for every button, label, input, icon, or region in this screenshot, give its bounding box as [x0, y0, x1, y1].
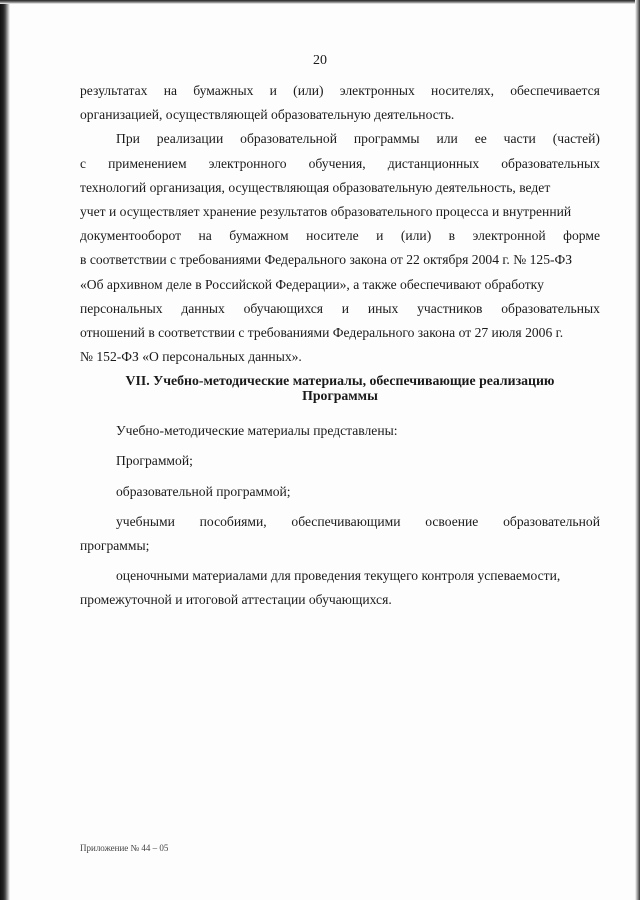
- word: или: [436, 131, 458, 147]
- section-heading-line2: Программы: [302, 388, 378, 404]
- word: и: [269, 83, 277, 98]
- para2-line8: [80, 297, 600, 321]
- word: бумажном: [229, 228, 289, 244]
- word: образовательных: [501, 155, 600, 171]
- word: (частей): [552, 131, 600, 147]
- word: реализации: [156, 131, 224, 147]
- scan-edge-top: [0, 0, 640, 4]
- word: При: [116, 131, 140, 147]
- word: (или): [400, 228, 432, 244]
- para2-line5: [80, 224, 600, 248]
- word: обеспечивающими: [291, 513, 401, 529]
- word: дистанционных: [387, 155, 480, 171]
- word: форме: [563, 228, 600, 244]
- word: обеспечивается: [510, 83, 600, 98]
- word: образовательной: [240, 131, 337, 147]
- para2-line9: отношений в соответствии с требованиями Федерального закона от 27 июля 2006 г.: [80, 324, 564, 340]
- para1-line2: организацией, осуществляющей образовательную деятельность.: [80, 107, 455, 123]
- word: части: [503, 131, 536, 147]
- para2-line1: [80, 127, 600, 151]
- section-heading: [80, 373, 600, 403]
- word: электронных: [339, 83, 415, 98]
- word: результатах: [80, 83, 148, 98]
- para2-line6: в соответствии с требованиями Федерального закона от 22 октября 2004 г. № 125-ФЗ: [80, 252, 573, 268]
- word: иных: [367, 300, 399, 316]
- scan-edge-right: [635, 0, 640, 900]
- word: участников: [417, 300, 483, 316]
- para2-line4: учет и осуществляет хранение результатов образовательного процесса и внутренний: [80, 203, 572, 219]
- word: ее: [474, 131, 487, 147]
- word: и: [376, 228, 384, 244]
- word: на: [198, 228, 212, 244]
- word: образовательной: [503, 513, 600, 529]
- list-item-1: Программой;: [116, 453, 193, 469]
- word: и: [341, 300, 350, 316]
- word: на: [163, 83, 178, 98]
- word: электронной: [472, 228, 546, 244]
- footer-annex-label: Приложение № 44 – 05: [80, 843, 169, 853]
- list-item-3-line2: программы;: [80, 538, 150, 553]
- word: носителе: [306, 228, 359, 244]
- section-heading-line1: VII. Учебно-методические материалы, обеспечивающие реализацию: [125, 373, 555, 389]
- word: электронного: [208, 155, 287, 171]
- word: документооборот: [80, 228, 182, 244]
- list-item-4-line2: промежуточной и итоговой аттестации обучающихся.: [80, 592, 392, 608]
- word: пособиями,: [199, 513, 267, 529]
- word: применением: [108, 155, 187, 171]
- word: освоение: [425, 513, 479, 529]
- word: персональных: [80, 300, 163, 316]
- word: обучающихся: [243, 300, 324, 316]
- word: программы: [353, 131, 420, 147]
- word: данных: [181, 300, 225, 316]
- document-body: [80, 79, 600, 613]
- word: с: [80, 155, 87, 171]
- word: в: [448, 228, 456, 244]
- para2-line2: [80, 152, 600, 176]
- word: бумажных: [193, 83, 254, 98]
- para2-line3: технологий организация, осуществляющая образовательную деятельность, ведет: [80, 179, 551, 195]
- word: (или): [293, 83, 324, 98]
- list-item-3-line1: [80, 510, 600, 534]
- word: обучения,: [308, 155, 366, 171]
- word: носителях,: [431, 83, 494, 98]
- list-item-2: образовательной программой;: [116, 483, 291, 499]
- word: образовательных: [501, 300, 600, 316]
- page-number: 20: [313, 53, 327, 68]
- word: учебными: [116, 513, 175, 529]
- para2-line10: № 152-ФЗ «О персональных данных».: [80, 349, 302, 365]
- para2-line7: «Об архивном деле в Российской Федерации», а также обеспечивают обработку: [80, 276, 544, 292]
- scan-edge-left: [0, 0, 10, 900]
- list-intro: Учебно-методические материалы представлены:: [116, 423, 398, 439]
- list-item-4-line1: оценочными материалами для проведения текущего контроля успеваемости,: [116, 568, 561, 584]
- para1-line1: [80, 79, 600, 103]
